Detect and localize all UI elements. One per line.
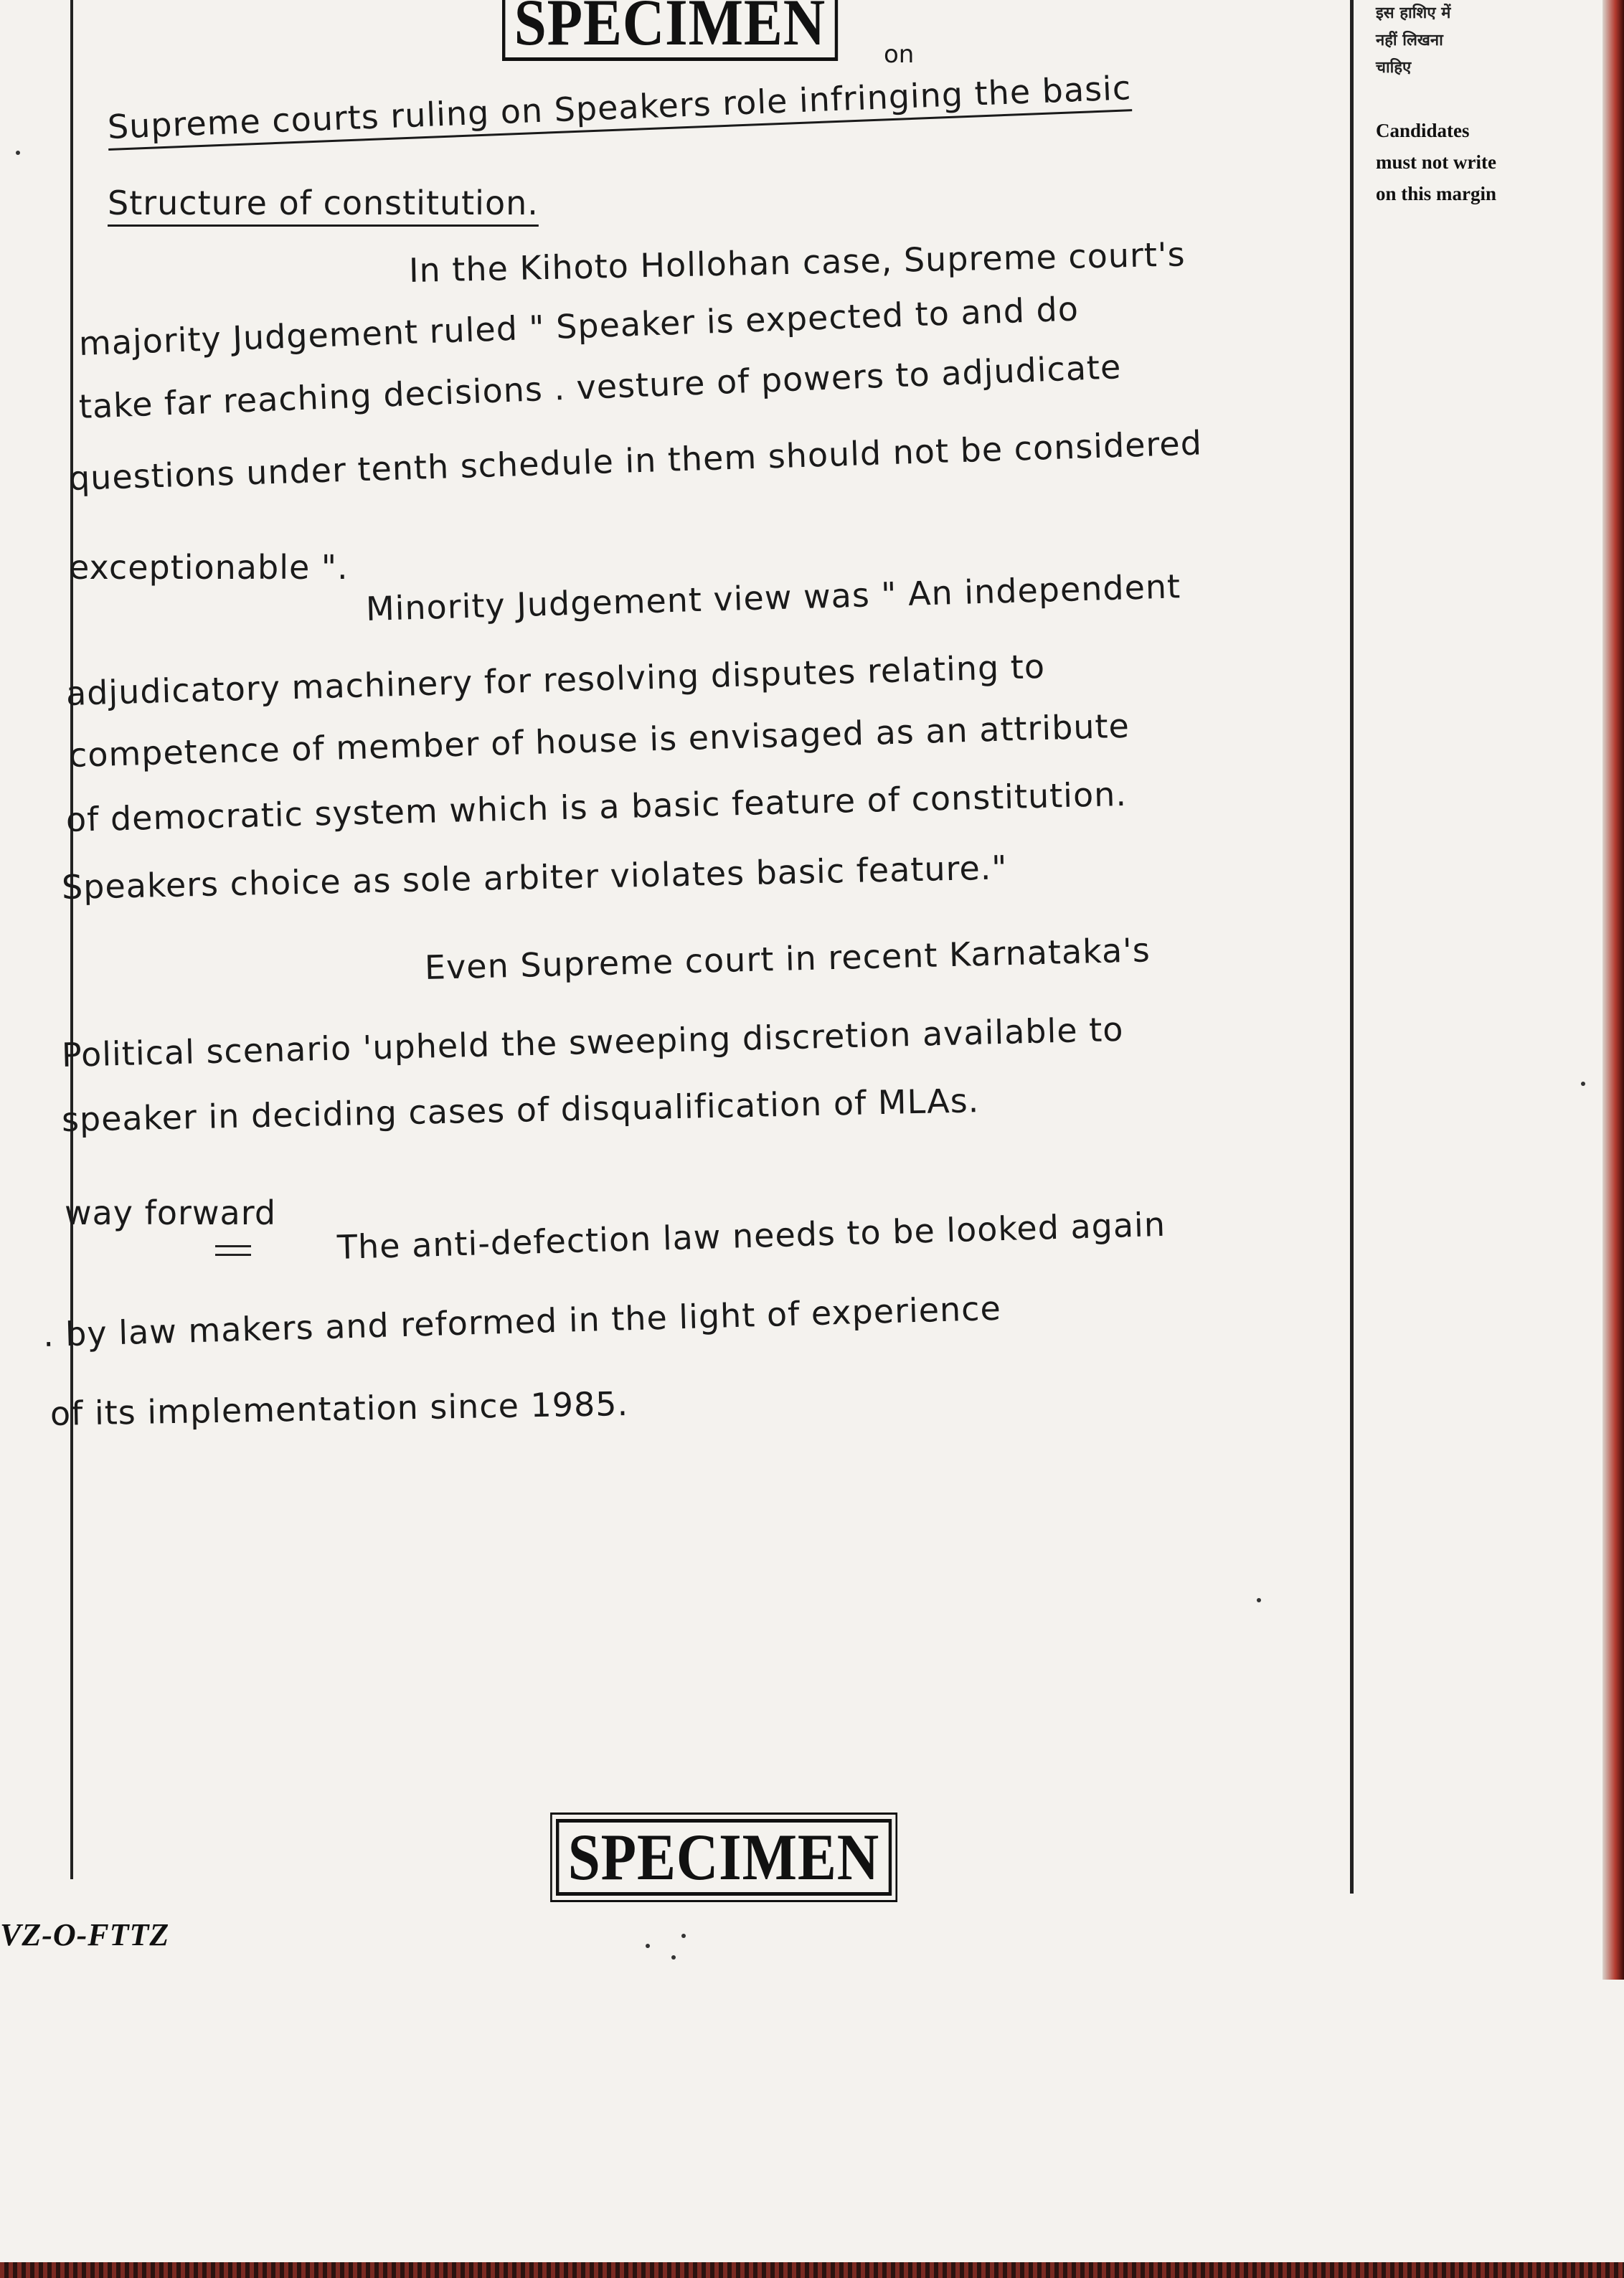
- paper-code: VZ-O-FTTZ: [0, 1917, 170, 1952]
- para1-line: majority Judgement ruled " Speaker is expected to and do: [78, 289, 1080, 363]
- title-insertion: on: [884, 40, 915, 69]
- answer-title-line-2: Structure of constitution.: [108, 184, 539, 222]
- para3-line: Political scenario 'upheld the sweeping discretion available to: [61, 1009, 1124, 1074]
- margin-rule: [1350, 0, 1354, 1894]
- para4-line: . by law makers and reformed in the light of experience: [42, 1288, 1002, 1354]
- para2-line: Minority Judgement view was " An independent: [365, 567, 1181, 628]
- speckle: [681, 1934, 686, 1938]
- answer-title-line-1: Supreme courts ruling on Speakers role infringing the basic: [106, 68, 1133, 146]
- para2-line: of democratic system which is a basic feature of constitution.: [65, 774, 1128, 839]
- margin-hindi-line: नहीं लिखना: [1376, 32, 1443, 49]
- margin-english-line: must not write: [1376, 151, 1496, 173]
- para2-line: competence of member of house is envisaged as an attribute: [68, 706, 1130, 775]
- speckle: [1257, 1598, 1261, 1602]
- para2-line: adjudicatory machinery for resolving disputes relating to: [65, 646, 1046, 713]
- para1-line: In the Kihoto Hollohan case, Supreme court's: [408, 235, 1186, 290]
- para4-line: of its implementation since 1985.: [49, 1384, 629, 1433]
- para4-line: The anti-defection law needs to be looked again: [336, 1204, 1166, 1267]
- heading-mark: [215, 1254, 251, 1256]
- speckle: [646, 1944, 650, 1948]
- specimen-stamp-bottom: SPECIMEN: [556, 1819, 892, 1896]
- margin-instruction-english: [1376, 115, 1519, 209]
- para1-line: exceptionable ".: [69, 548, 349, 587]
- way-forward-heading: way forward: [65, 1194, 277, 1232]
- para1-line: questions under tenth schedule in them should not be considered: [68, 423, 1203, 498]
- para3-line: Even Supreme court in recent Karnataka's: [424, 930, 1151, 987]
- para1-line: take far reaching decisions . vesture of powers to adjudicate: [77, 347, 1123, 426]
- margin-hindi-line: इस हाशिए में: [1376, 4, 1451, 22]
- speckle: [1581, 1082, 1585, 1086]
- specimen-stamp-top: SPECIMEN: [502, 0, 838, 61]
- page-bottom-edge: [0, 2262, 1624, 2278]
- page-left-border: [70, 0, 73, 1879]
- speckle: [16, 151, 20, 155]
- margin-hindi-line: चाहिए: [1376, 59, 1412, 77]
- page-edge: [1602, 0, 1624, 1980]
- margin-instruction-hindi: [1376, 0, 1476, 82]
- para2-line: Speakers choice as sole arbiter violates basic feature.": [61, 848, 1009, 907]
- margin-english-line: Candidates: [1376, 120, 1470, 141]
- margin-english-line: on this margin: [1376, 183, 1497, 204]
- heading-mark: [215, 1245, 251, 1247]
- speckle: [671, 1955, 676, 1960]
- para3-line: speaker in deciding cases of disqualification of MLAs.: [61, 1081, 980, 1139]
